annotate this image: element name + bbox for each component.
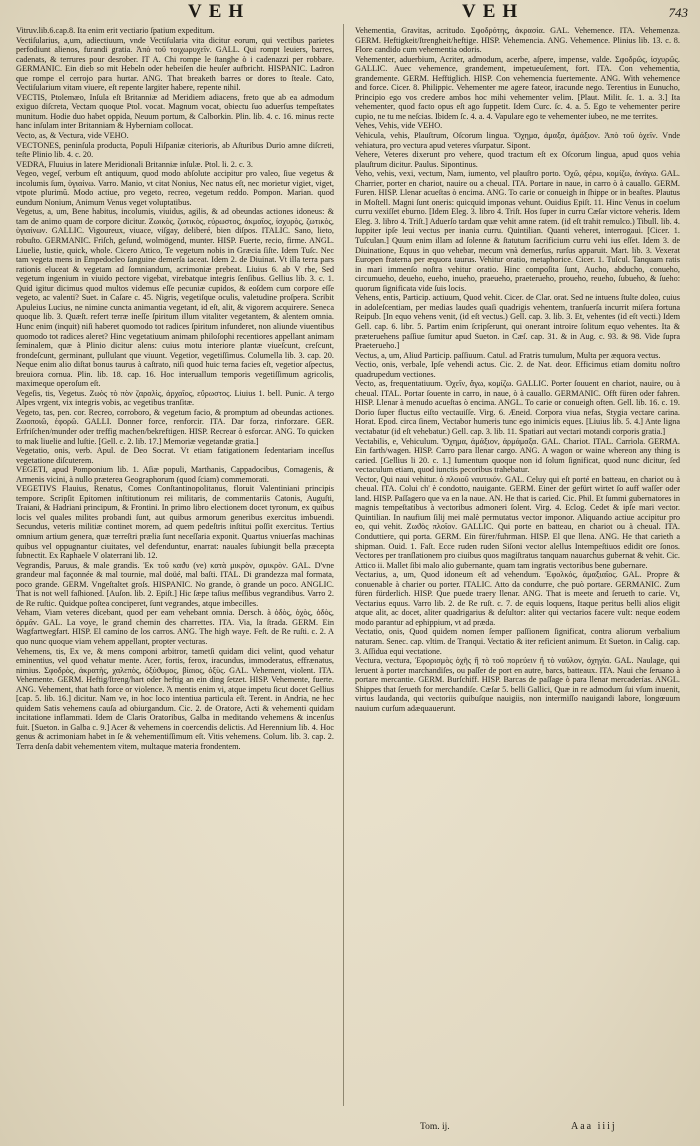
dictionary-entry: Vecto, as, & Vectura, vide VEHO.	[16, 131, 129, 141]
column-rule	[343, 24, 344, 1106]
left-column	[16, 26, 334, 1108]
dictionary-entry: Vectiſularius, a,um, adiectiuum, vnde Vectiſularia vita dicitur eorum, qui vectibus parietes perfodiunt alienos, furandi gratia. Ἀπὸ τοῦ τοιχωρυχεῖν. GALL. Qui rompt leuiers, barres, cadenats, & terrures pour desrober. IT A. Chi rompe le ſtanghe ò i cadenazzi per robbare. GERMANIC. Ein dieb so mit Hebeln oder hebeiſen die heuſer aufbricht. HISPANIC. Ladron que rompe el cerrojo para hurtar. ANG. That breaketh barres or dores to ſteale. Cato, Vectiſularium vitam viuere, eſt repente largiter habere, repente nihil.	[16, 35, 334, 93]
dictionary-entry: Vegeſis, tis, Vegetus. Ζωὸς τὸ πὸν ζαραλὶς, ἀρχαῖος, εὔρωστος. Liuius 1. bell. Punic. A tergo Alpes vrgent, vix integris vobis, ac vegetibus tranſitæ.	[16, 388, 334, 408]
dictionary-entry: Vehementer, aduerbium, Acriter, admodum, acerbe, aſpere, impense, valde. Σφοδρῶς, ἰσχυρῶς. GALLIC. Auec vehemence, grandement, impetueuſement, fort. ITA. Con vehementia, grandemente. GERM. Hefftiglich. HISP. Con vehemencia fuertemente. ANG. With vehemence and force. Cicer. 8. Philippic. Vehementer me agere fateor, iracunde nego. Terentius in Eunucho, Principio ego vos credere ambos hoc mihi vehementer velim. [Plaut. Milit. ſc. 1. a. 3.] Ita vehementer, quod facto opus eſt ago ſuppetit. Idem Curc. ſc. 4. a. 5. Ego te vehementer perire cupio, ne tu me neſcias. Ibidem ſc. 4. a. 4. Vapulare ego te vehementer iubeo, ne me territes.	[355, 54, 680, 121]
dictionary-entry: Vehes, Vehis, vide VEHO.	[355, 121, 443, 131]
dictionary-entry: VEDRA, Fluuius in latere Meridionali Britanniæ inſulæ. Ptol. li. 2. c. 3.	[16, 159, 253, 169]
dictionary-entry: Vegrandis, Paruus, & male grandis. Ἐκ τοῦ καϑυ (ve) κατὰ μικρὸν, σμικρὸν. GAL. D'vne grandeur mal façonnée & mal tournie, mal doüé, mal baſti. ITAL. Di grandezza mal formata, poco grande. GERM. Vngeſtaltet groſs. HISPANIC. No grande, ò grande un poco. ANGLIC. That is not well faſhioned. [Auſon. lib. 2. Epiſt.] Hic ſæpe taſius meſſibus vegrandibus. Varro 2. de Re ruſtic. Quidque poſtea conciperet, ſunt vegrandes, atque imbecilles.	[16, 560, 334, 608]
right-column	[355, 26, 680, 1108]
dictionary-entry: Vectus, a, um, Aliud Particip. paſſiuum. Catul. ad Fratris tumulum, Multa per æquora vectus.	[355, 350, 661, 360]
dictionary-entry: Vehere, Veteres dixerunt pro vehere, quod tractum eſt ex Oſcorum lingua, apud quos vehia plauſtrum dicitur. Paulus. Sipontinus.	[355, 150, 680, 169]
signature-mark: Aaa iiij	[571, 1121, 617, 1132]
dictionary-entry: Vehementia, Gravitas, acritudo. Σφοδρότης, ἀκρασία. GAL. Vehemence. ITA. Vehemenza. GERM. Heftigkeit/ſtrengheit/heftige. HISP. Vehemencia. ANG. Vehemence. Plinius lib. 13. c. 8. Flore candido cum vehementia odoris.	[355, 26, 680, 55]
dictionary-entry: Vitruv.lib.6.cap.8. Ita enim erit vectiario ſpatium expeditum.	[16, 26, 215, 35]
running-head-left: VEH	[188, 1, 251, 22]
dictionary-entry: Vehemens, tis, Ex ve, & mens componi arbitror, tametſi quidam dici velint, quod vehatur eminentius, vel quod vehatur mente. Acer, fortis, ferox, iracundus, immoderatus, effrænatus, nimius. Σφοδρὸς, ἀκρατὴς, χαλεπὸς, ὀξύϑυμος, βίαιος, ὀξὺς. GAL. Vehement, violent. ITA. Vehemente. GERM. Heftig/ſtreng/hart oder heftig an ein ding ſetzet. HISP. Vehemente, fuerte. ANG. Vehement, that hath force or violence. Ἀ mentis enim vi, atque impetu ſicut docet Gellius [cap. 5. lib. 16.] dicitur. Nam ve, in hoc loco intentiua particula eſt. Terent. in Andria, ne hec quidem Satis vehemens cauſa ad obiurgandum. Cic. 2. de Oratore, Acti & vehementi quidam incitatione inflammati. Idem de Claris Oratoribus, Galba in meditando vehemens & incenſus fuit. [Sueton. in Galba c. 9.] Acer & vehemens in coercendis delictis. Ad Herennium lib. 4. Hoc genus & acrimoniam habet in ſe & vehementiſſimum eſt. Vitis vehemens. Colum. lib. 3. cap. 2. Terra denſa dabit vehementem vitem, multaque materia frondentem.	[16, 646, 334, 752]
dictionary-entry: VEGETI, apud Pomponium lib. 1. Aſiæ populi, Marthanis, Cappadocibus, Comagenis, & Armenis vicini, à nullo præterea Geographorum (quod ſciam) commemorati.	[16, 465, 334, 484]
dictionary-entry: Vectio, onis, verbale, Ipſe vehendi actus. Cic. 2. de Nat. deor. Efficimus etiam domitu noſtro quadrupedum vectiones.	[355, 360, 680, 379]
dictionary-entry: Vehens, entis, Particip. actiuum, Quod vehit. Cicer. de Clar. orat. Sed ne intuens ſtulte doleo, cuius in adoleſcentiam, per medias laudes quaſi quadrigis vehentem, tranſuerſa incurrit miſera fortuna Reipub. [In equo vehens venit, (id eſt vectus.) Gell. cap. 3. lib. 3. Et, vehentes (id eſt vecti.) Idem Gell. cap. 6. libr. 5. Partim enim ſcripſerunt, qui onerant introire ſolitum equo vehentes. Ita & præteruehens paſſiue ſumitur apud Sueton. in Cæſ. cap. 31. & in Aug. c. 93. & 98. Vide ſupra Praeterueho.]	[355, 293, 680, 351]
dictionary-entry: Vehicula, vehis, Plauſtrum, Oſcorum lingua. Ὄχημα, ἀμαξα, ἀμάξιον. Ἀπὸ τοῦ ὀχεῖν. Vnde vehiatura, pro vectura apud veteres vſurpatur. Sipont.	[355, 131, 680, 150]
dictionary-entry: Vegetatio, onis, verb. Apul. de Deo Socrat. Vt etiam fatigationem ſedentariam inceſſus vegetatione diſcuterem.	[16, 446, 334, 465]
dictionary-entry: Vegetus, a, um, Bene habitus, incolumis, viuidus, agilis, & ad obeundas actiones idoneus: & tam de animo quam de corpore dicitur. Ζωικὸς, ζωτικὸς, εὐρωστος, ἀκμαῖος, ἰσχυρὸς, ζωτικὸς, ὑγιαίνων. GALLIC. Vigoureux, viuace, viſgay, deliberé, bien diſpos. ITALIC. Sano, lieto, robuſto. GERMANIC. Friſch, geſund, wolmögend, munter. HISP. Fuerte, recio, firme. ANGL. Liuelie, lustie, quick, whole. Cicero Attico, Te vegetum nobis in Græcia ſiſte. Idem Tuſc. Nec tam vegeta mens in Empedocleo ſanguine demerſa iaceat. Idem 2. de Diuinat. Vt illa terra pars rationis eluceat & vegetam ad ſomniandum, acrimoniæ prebeat. Liuius 6. ab V rbe, Sed vegetum ingenium in viuido pectore vigebat, virebatque integris ſenſibus. Gellius lib. 3. c. 1. Quid igitur dicimus quod multos videmus eſſe pecuniæ cupidos, & eoſdem cum corpore eſſe vegeto, ac valenti? Suet. in Caſare c. 45. Nigris, vegetiſque oculis, valetudine proſpera. Scribit Apuleius Lucius, ne nimine cuncta animantia vegetant, id eſt, alit, & vigorem acquirere. Seneca quoque lib. 3. Quæſt. refert terræ ineſſe ſpiritum illum vitaliter vegetantem, & alentem omnia. Hunc enim (inquit) niſi haberet quomodo tot radices ſpiritum infunderet, non aliunde viuentibus quomodo tot radices aleret? Hinc vegetatiuum animam philoſophi recentiores appellant animam ſeminalem, quæ à Plinio dicitur alens: cuius motu interiore plantæ viueſcunt, creſcunt, frondeſcunt, germinant, pullulant que viuunt. Vegetior, vegetiſſimus. Columella lib. 3. cap. 20. Neque enim alio diſtat bonus taurus à caſtrato, niſi quod huic terna facies eſt, vegetior aſpectus, breuiora cornua. Plin. lib. 18. cap. 16. Hoc interuallum temporis vegetiſſimum agricolis, maximeque operoſum eſt.	[16, 207, 334, 389]
dictionary-entry: Vegeo, vegeſ, verbum eſt antiquum, quod modo abſolute accipitur pro valeo, ſiue vegetus & incolumis ſum, ὑγιαίνω. Varro. Manio, vt citat Nonius, Nec natus eſt, nec morietur vigiet, viget, vtpote plurimũ. Modo actiue, pro vegeto, recreo, vegetum reddo. Pompon. Marian. quod eundum Nonium, Animum Venus veget voluptatibus.	[16, 169, 334, 207]
dictionary-entry: Vegeto, tas, pen. cor. Recreo, corroboro, & vegetum facio, & promptum ad obeundas actiones. Ζωοποιῶ, ἐφορῶ. GALLI. Donner force, renforcir. ITA. Dar forza, rinforzare. GER. Erfriſchen/munder oder treffig machen/bekreftigen. HISP. Recrear ò esforcar. ANG. To quicken to mak liuelie and luſtie. [Gell. c. 2. lib. 17.] Memoriæ vegetandæ gratia.]	[16, 407, 334, 446]
dictionary-entry: Veham, Viam veteres dicebant, quod per eam vehebant omnia. Dersch. à ὁδὸς, ὀχὸς, ὁδὸς, ὁρμᾶν. GAL. La voye, le grand chemin des charrettes. ITA. Via, la ſtrada. GERM. Ein Wagfartwegfart. HISP. El camino de los carros. ANG. The high waye. Feſt. de Re ruſti. c. 2. A quo nunc quoque viam vehem appellant, propter vecturas.	[16, 608, 334, 646]
dictionary-entry: Vecto, as, frequentatiuum. Ὀχεῖν, ἄγω, κομίζω. GALLIC. Porter ſouuent en chariot, nauire, ou à cheual. ITAL. Portar ſouente in carro, in naue, ò à cauallo. GERMANIC. Offt füren oder fahren. HISP. Llenar à menudo acueſtas ò encima. ANGL. To carie or conueigh often. Gell. lib. 16. c. 19. Dorio ſuper fluctus eiſto vectauiſſe. Virg. 6. Æneid. Corpora viua nefas, Stygia vectare carina. Horat. Epod. circa ſinem, Vectabor humeris tunc ego inimicis eques. [Liuius lib. 5. 4.] Ante ligna vectabatur (id eſt vehebatur.) Gell. cap. 3. lib. 11. Spatiari aut vectari motandi corporis gratia.]	[355, 379, 680, 436]
dictionary-entry: VEGETIVS Flauius, Renatus, Comes Conſtantinopolitanus, floruit Valentiniani principis tempore. Scripſit Epitomen inſtitutionum rei militaris, de commentariis Catonis, Auguſti, Traiani, & Hadriani principum, & Frontini. In primo libro electionem docet tyronum, ex quibus locis vel quales milites probandi ſunt, aut quibus armorum generibus exercitus imbuendi. Secundus, veteris militiæ continet morem, ad quem pedeſtris inſtitui poſſit exercitus. Tertius omnium artium genera, quæ terreſtri prælia ſunt neceſſaria exponit. Quartus vniuerſas machinas quibus vel oppugnantur ciuitates, vel defenduntur, enarrat: nauales ſubiungit bella præcepta ſubnectit. Ex Raphaele V olaterrani lib. 12.	[16, 484, 334, 561]
dictionary-entry: Vectarius, a, um, Quod idoneum eſt ad vehendum. Ἐφολκός, ἀμαξιαῖος. GAL. Propre & conuenable à charier ou porter. ITALIC. Atto da condurre, che può portare. GERMANIC. Zum füren fürderlich. HISP. Que puede traery llenar. ANG. That is meete and ſerueth to carie. Vt, Vectarius equus. Varro lib. 2. de Re ruſt. c. 7. de equis loquens, Itaque peritus belli alios eligit atque alit, ac docet, aliter quadrigarius & deſultor: aliter qui vectarios facere vult: neque eodem modo parantur ad ephippium, vt ad præda.	[355, 570, 680, 627]
page-number: 743	[668, 5, 688, 20]
running-head-right: VEH	[462, 1, 525, 22]
dictionary-entry: VECTONES, peninſula producta, Populi Hiſpaniæ citerioris, ab Aſturibus Durio amne diſcreti, teſte Plinio lib. 4. c. 20.	[16, 140, 334, 160]
volume-label: Tom. ij.	[420, 1122, 450, 1132]
running-head	[0, 0, 700, 24]
dictionary-entry: Vectura, vectura, Ἐφορισμὸς ὀχῆς ἢ τὸ τοῦ πορεύειν ἢ τὸ ναῦλον, ὀχηγία. GAL. Naulage, qui leruent à porter marchandiſes, ou paſſer de port en autre, barcs, batteaux. ITA. Naui che ſeruano à portare mercantie. GERM. Burſchiff. HISP. Barcas de paſſage ò para llenar mercaderías. ANGL. Shippes that ſerueth for merchandiſe. Cæſar 5. belli Gallici, Quæ in re admodum ſui vſum inuenit, virtus laudanda, qui vectoriis quibuſque nauigiis, non intermiſſo nauigandi labore, longœuum nauium curſum adæquauerunt.	[355, 656, 680, 713]
dictionary-entry: VECTIS, Ptolemæo, Inſula eſt Britanniæ ad Meridiem adiacens, freto que ab ea admodum exiguo diſcreta, Vectam quoque Ptol. vocat. Magnum vocat, obiectu ſuo aduerſus tempeſtates munitum. Hodie duo habet oppida, Neuum portum, & Calborkin. Plin. lib. 4. c. 16. minus recte hanc inſulam inter Britanniam & Hyberniam collocat.	[16, 92, 334, 131]
dictionary-entry: Vector, Qui naui vehitur. ὁ πλοιοῦ ναυτικόν. GAL. Celuy qui eſt porté en batteau, en chariot ou à cheual. ITA. Colui ch' è condotto, nauigante. GERM. Einer der gefürt wirtet ſo auff waſſer oder land. HISP. Paſſagero que va en la naue. AN. He that is caried. Cic. Phil. Et ſummi gubernatores in magnis tempeſtatibus à vectoribus admoneri ſolent. Virg. 4. Eclog. Cedet & ipſe mari vector. Quintilian. In naufium ſilij mei malè permutatus vector imponor. Aliquando actiue accipitur pro eo, qui vehit. Ζωϑὸς πλοῖον. GALLIC. Qui porte en batteau, en chariot ou à cheual. ITA. Conduttiere, qui porta. GERM. Ein fürer/fuhrman. HISP. El que llena. ANG. He that carieth a shipman. Ouid. 1. Faſt. Ecce ruden ruden Siſoni vector alellus Intempeſtiuos edidit ore ſonos. Vectores per tranſlationem pro ciuibus quos magiſtratus tanquam nauarchus gubernat & vehit. Cic. Attico ii. Mallet ſibi malo alio gubernante, quam tam ingratis vectoribus bene gubernare.	[355, 474, 680, 570]
dictionary-entry: Veho, vehis, vexi, vectum, Nam, iumento, vel plauſtro porto. Ὀχῶ, φέρω, κομίζω, ἀνάγω. GAL. Charrier, porter en chariot, nauire ou a cheual. ITA. Portare in naue, in carro ò à cauallo. GERM. Furen. HISP. Llenar acueſtas ò encima. ANG. To carie or conueigh in ſhippe or in beaſtes. Plautus in Moſtell. Magni ſunt oneris: quicquid imponas vehunt. Ouidius Epiſt. 11. Hinc Venus in coelum curru vexiſſet eburno. [Idem Eleg. 3. libro 4. Triſt. Hos ſuper in curru Cæſar victore veheris. Idem Eleg. 3. libro 4. Triſt.] Aduerſo tardam quæ vehit amne ratem. (id eſt trahit remulco.) Tibull. lib. 4. Iuppiter ipſe leui vectus per inania curru. Quintilian. Quanti veheret, interrogaui. [Cicer. 1. Tuſculan.] Quum enim illam ad ſolenne & ſtatutum ſacrificium curru vehi ius eſſet. Idem 3. de Diuinatione, Equus in quo vehebar, mecum vnà demerſus, rurſus apparuit. Mart. lib. 3. Vexerat Europen fraterna per æquora taurus. Vehitur oratio, metaphorice. Cicer. 1. Tuſcul. Tanquam ratis in mari immenſo noſtra vehitur oratio. Hinc compoſita ſunt, Aucho, abducho, conueho, circumueho, deueho, eueho, inueho, praeueho, praeterueho, proueho, reueho, ſubueho, & ſueho: quorum ſignificata vide ſuis locis.	[355, 169, 680, 293]
dictionary-entry: Vectabilis, e, Vehiculum. Ὄχημα, ἀμάξιον, ἀρμάμαξα. GAL. Chariot. ITAL. Carriola. GERMA. Ein farth/wagen. HISP. Carro para llenar cargo. ANG. A wagon or waine whereon any thing is caried. [Gellius li 20. c. 1.] Iumentum quoque non id ſolum ſignificat, quod nunc dicitur, ſed vectaculum etiam, quod iunctis pecoribus trahebatur.	[355, 436, 680, 475]
dictionary-entry: Vectatio, onis, Quod quidem nomen ſemper paſſionem ſignificat, contra aliorum verbalium naturam. Senec. cap. vltim. de Tranqui. Vectatio & iter reficient animum. Et Sueton. in Calig. cap. 3. Aſſidua equi vectatione.	[355, 627, 680, 656]
